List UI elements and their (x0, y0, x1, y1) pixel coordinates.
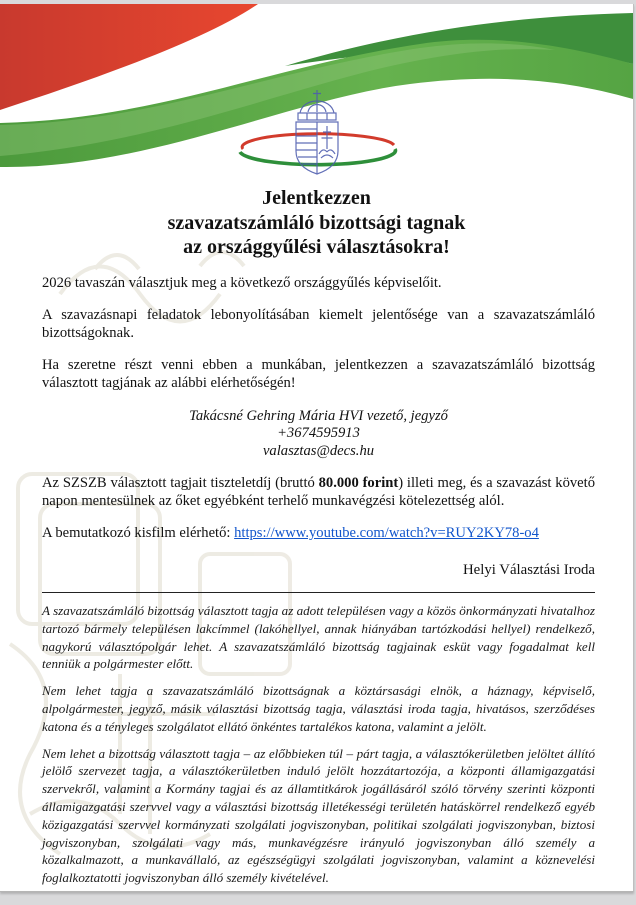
swoosh-green-arc (240, 149, 395, 165)
signature-line: Helyi Választási Iroda (462, 562, 595, 578)
body-text (42, 274, 595, 887)
page-title (20, 186, 613, 260)
swoosh-red-arc (242, 134, 394, 149)
document-content (0, 169, 633, 887)
title-line-1: Jelentkezzen (262, 187, 371, 209)
youtube-link[interactable]: https://www.youtube.com/watch?v=RUY2KY78-o4 (234, 525, 539, 541)
section-divider (42, 592, 595, 593)
title-line-2: szavazatszámláló bizottsági tagnak (167, 211, 466, 234)
legal-paragraph-1: A szavazatszámláló bizottság választott tagja az adott településen vagy a közös önkormányzati hivatalhoz tartozó bármely településen lakcímmel (lakóhellyel, annak hiányában tartózkodási hellyel) rendelkező, nagykorú választópolgár lehet. A szavazatszámláló bizottság tagjainak esküt vagy fogadalmat kell tenniük a polgármester előtt. (42, 603, 595, 672)
contact-phone: +3674595913 (277, 425, 360, 441)
fee-text-after: ) illeti meg, és a szavazást követő napon mentesülnek az őket egyébként terhelő munkavégzési kötelezettség alól. (42, 475, 595, 509)
legal-paragraph-3: Nem lehet a bizottság választott tagja – az előbbieken túl – párt tagja, a választókerületben jelöltet állító jelölő szervezet tagja, a választókerületben induló jelölt hozzátartozója, a központi államigazgatási szervekről, valamint a Kormány tagjai és az államtitkárok jogállásáról szóló törvény szerinti központi államigazgatási szervvel vagy a választási bizottság illetékességi területén hatáskörrel rendelkező egyéb közigazgatási szervvel kormányzati szolgálati jogviszonyban, politikai szolgálati jogviszonyban, biztosi jogviszonyban, szolgálati vagy más, munkavégzésre irányuló jogviszonyban álló személy a közalkalmazott, a munkavállaló, az egészségügyi szolgálati jogviszonyban, valamint a köznevelési foglalkoztatotti jogviszonyban álló személy kivételével. (42, 745, 595, 886)
legal-section (42, 602, 595, 887)
video-paragraph (42, 524, 595, 542)
document-page (0, 4, 634, 892)
intro-paragraph-1: 2026 tavaszán választjuk meg a következő országgyűlés képviselőit. (42, 274, 442, 291)
legal-paragraph-2: Nem lehet tagja a szavazatszámláló bizottságnak a köztársasági elnök, a háznagy, képviselő, alpolgármester, jegyző, másik választási bizottság tagja, választási iroda tagja, hivatásos, szerződéses katona és a tényleges szolgálatot ellátó önkéntes tartalékos katona, valamint a jelölt. (42, 683, 595, 734)
hungarian-coat-of-arms-icon (229, 88, 405, 178)
fee-amount: 80.000 forint (318, 475, 399, 491)
title-line-3: az országgyűlési választásokra! (183, 236, 450, 258)
contact-email: valasztas@decs.hu (262, 442, 375, 459)
fee-text-before: Az SZSZB választott tagjait tiszteletdíj (bruttó (42, 475, 319, 491)
contact-block (42, 408, 595, 461)
contact-name-role: Takácsné Gehring Mária HVI vezető, jegyző (189, 407, 448, 424)
video-label: A bemutatkozó kisfilm elérhető: (42, 525, 235, 541)
intro-paragraph-2: A szavazásnapi feladatok lebonyolításában kiemelt jelentősége van a szavazatszámláló bizottságoknak. (42, 306, 595, 341)
fee-paragraph (42, 474, 595, 510)
intro-paragraph-3: Ha szeretne részt venni ebben a munkában, jelentkezzen a szavazatszámláló bizottság választott tagjának az alábbi elérhetőségén! (42, 356, 595, 391)
